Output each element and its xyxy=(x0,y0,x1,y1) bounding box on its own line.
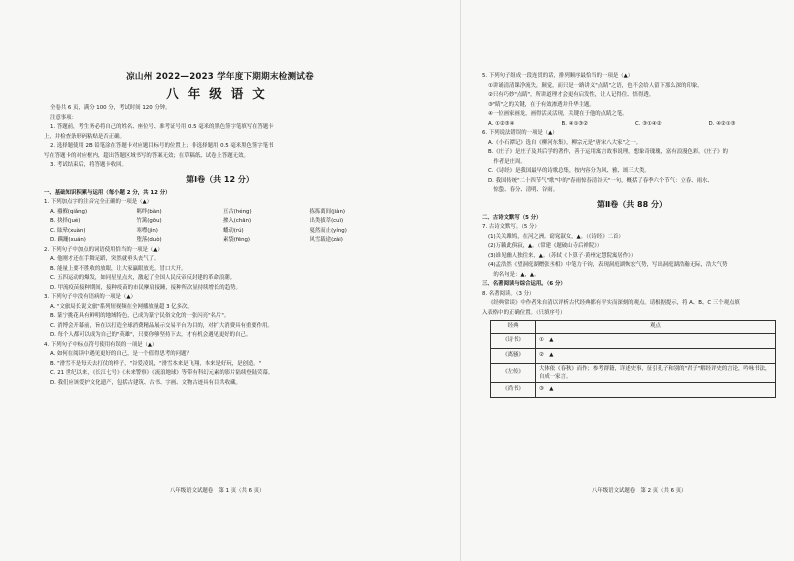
q3-option: A. "文旅局长说文旅"系列短视频在全网播放量超 3 亿多次。 xyxy=(50,303,193,310)
q1-option: A. 襁褓(qiǎng) xyxy=(50,208,88,215)
q1-row xyxy=(44,227,396,237)
page-fold xyxy=(460,0,461,561)
q1-option: 掺入(chān) xyxy=(223,218,252,224)
question-3: 3. 下列句子中没有语病的一项是（▲） xyxy=(44,294,136,300)
q1-option: 亘古(héng) xyxy=(223,208,252,215)
section-heading: 第Ⅰ卷（共 12 分） xyxy=(186,174,254,184)
q2-option: A. 他刚才还在手舞足蹈，突然就垂头丧气了。 xyxy=(50,256,160,262)
q4-option: C. 21 世纪以来，《长江七号》《未来警察》《流浪地球》等带有科幻元素的影片陆续登陆荧幕。 xyxy=(50,370,274,376)
q5-item: ④一位画家画龙，画得活灵活现，关键在于他的点睛之笔。 xyxy=(488,111,628,117)
q1-option: D. 蹒跚(xuán) xyxy=(50,237,86,243)
q5-option: C. ③①④② xyxy=(635,120,662,127)
section-heading: 第Ⅱ卷（共 88 分） xyxy=(597,199,667,209)
question-4: 4. 下列句子中标点符号使用有误的一项是（▲） xyxy=(44,341,158,348)
right-page-footer: 八年级语文试题卷 第 2 页（共 6 页） xyxy=(592,488,687,494)
q1-option: 素袋(fēng) xyxy=(223,237,251,243)
table-cell: 《尚书》 xyxy=(491,382,536,397)
q7-item: (2)万籁此俱寂，▲。（常建《题破山寺后禅院》） xyxy=(488,243,603,249)
question-6: 6. 下列说法错误的一项是（▲） xyxy=(482,130,558,136)
question-2: 2. 下列句子中加点的词语使用恰当的一项是（▲） xyxy=(44,246,163,253)
q3-option: C. 消博会开幕前，旨在以打造全球消费精品展示交易平台为目的，对扩大消费具有重要作用。 xyxy=(50,322,273,329)
notice-line: 写在答题卡的对应框内，超出答题区域书写的答案无效；在草稿纸、试卷上答题无效。 xyxy=(44,152,249,159)
question-7: 7. 古诗文默写。（5 分） xyxy=(482,224,540,230)
part-heading: 三、名著阅读与综合运用。（6 分） xyxy=(482,281,566,287)
q4-option: A. 如何在阅读中遇见更好的自己，是一个值得思考的问题？ xyxy=(50,351,192,357)
part-heading: 一、基础知识积累与运用（每小题 2 分，共 12 分） xyxy=(44,189,171,196)
q3-option: D. 每个人都可以成为自己的"英雄"，只要你够坚持下去，才有机会遇见更好的自己。 xyxy=(50,332,252,338)
right-page xyxy=(482,72,782,398)
table-row xyxy=(491,333,776,348)
q6-option: 作者是庄周。 xyxy=(488,158,526,165)
q6-option: B.《庄子》是庄子及其后学的著作，善于运用寓言故事说理，想象奇瑰瑰，富有浪漫色彩。《庄子》的 xyxy=(488,149,728,155)
q1-row xyxy=(44,217,396,227)
q1-option: C. 眩晕(xuàn) xyxy=(50,227,86,234)
notice-line: 3. 考试结束后，将答题卡收回。 xyxy=(50,162,127,168)
table-cell: 《左传》 xyxy=(491,363,536,382)
question-5: 5. 下列句子组成一段连贯的话，排列顺序最恰当的一项是（▲） xyxy=(482,73,634,79)
table-row xyxy=(491,382,776,397)
question-1: 1. 下列加点字的注音完全正确的一项是（▲） xyxy=(44,199,153,205)
part-heading: 二、古诗文默写（5 分） xyxy=(482,214,542,221)
q5-options xyxy=(482,120,782,130)
left-page-footer: 八年级语文试题卷 第 1 页（共 6 页） xyxy=(170,488,265,494)
q6-option: C.《诗经》是我国最早的诗歌总集，按内容分为风、雅、颂三大类。 xyxy=(488,168,650,174)
q8-desc: 《经典常谈》中作者朱自清以评析古代经典都有平实而深刻的观点。请根据提示，将 A、B、C 三个观点填 xyxy=(488,300,740,306)
notice-line: 1. 答题前，考生务必将自己的姓名、座位号、准考证号用 0.5 毫米的黑色签字笔填写在答题卡 xyxy=(50,124,274,130)
table-row xyxy=(491,348,776,363)
table-row xyxy=(491,363,776,382)
table-cell: 大体依《春秋》而作；参考群籍，详述史事，征引孔子和别的"君子"解经评史的言论，吟咏书法，自成一家言。 xyxy=(536,363,776,382)
table-header: 观点 xyxy=(536,321,776,334)
q4-option: B. "滑雪不是每天去打仗的样子，"谷爱凌说，"滑雪本来是飞翔，本来是好玩，是创造。" xyxy=(50,360,262,367)
q1-option: 堕落(duò) xyxy=(136,237,162,243)
q6-option: A.《小石潭记》选自《柳河东集》，柳宗元是"唐宋八大家"之一。 xyxy=(488,139,642,146)
q6-option: 惊蛰、春分、清明、谷雨。 xyxy=(488,187,559,193)
notice-line: 2. 选择题使用 2B 铅笔涂在答题卡对应题目标号的位置上；非选择题用 0.5 毫米黑色签字笔书 xyxy=(50,143,274,149)
notice-title: 注意事项： xyxy=(50,114,77,121)
left-page xyxy=(44,70,396,388)
table-cell: 《离骚》 xyxy=(491,348,536,363)
q2-option: B. 能量上要不胜收的放眼，让大家赢眼放光，冒口大开。 xyxy=(50,265,187,272)
question-8: 8. 名著阅读。（3 分） xyxy=(482,290,535,297)
q5-option: B. ④①③② xyxy=(561,120,588,127)
q5-option: A. ①②③④ xyxy=(488,120,515,127)
q7-item: (3)谁见幽人独往来，▲。（苏轼《卜算子·黄州定慧院寓居作》） xyxy=(488,252,637,259)
table-header: 经典 xyxy=(491,321,536,334)
exam-meta: 全卷共 6 页，满分 100 分，考试时间 120 分钟。 xyxy=(50,105,171,111)
q1-row xyxy=(44,208,396,218)
q7-item: 的名句是：▲，▲。 xyxy=(488,271,540,278)
q5-item: ③"睛"之的关键，在于有效渗透并升华主题。 xyxy=(488,101,595,108)
table-header-row xyxy=(491,321,776,334)
q1-option: 风雪载途(zài) xyxy=(309,237,343,243)
q1-option: 拣拣离间(jiàn) xyxy=(309,208,345,215)
q1-option: 蟠动(rú) xyxy=(223,227,244,234)
q2-option: D. 甲流疫苗接种期间，接种疫苗的市民摩肩接踵，接种所次显持续增长的趋势。 xyxy=(50,284,241,291)
q5-option: D. ④②①③ xyxy=(708,120,736,127)
q2-option: C. 五四运动的爆发，如同星星点火，激起了全国人民反帝反封建的革命浪潮。 xyxy=(50,275,236,281)
q7-item: (4)孟浩然《望洞庭湖赠张丞相》中笔力千钧，表现洞庭湖恢宏气势，写出洞庭湖浩瀚无际，浩大气势 xyxy=(488,262,728,268)
table-cell: 《诗书》 xyxy=(491,333,536,348)
q1-option: 戛然而止(yíng) xyxy=(309,227,347,234)
exam-title: 凉山州 2022—2023 学年度下期期末检测试卷 xyxy=(126,72,314,82)
q6-option: D. 我国传统"二十四节气"歌"中的"春雨惊春清谷天"一句，概括了春季六个节气：立春、雨水、 xyxy=(488,177,713,184)
q1-option: 出类拔萃(cuì) xyxy=(309,218,344,224)
q1-row xyxy=(44,236,396,246)
q1-option: 羁绊(bàn) xyxy=(136,208,162,215)
answer-cell[interactable]: ③ ▲ xyxy=(536,382,776,397)
answer-cell[interactable]: ② ▲ xyxy=(536,348,776,363)
q1-option: 竹篱(gōu) xyxy=(136,218,162,224)
q1-option: B. 抉择(jué) xyxy=(50,218,81,224)
q8-desc: 入表格中的正确位置。（只填序号） xyxy=(482,309,566,316)
q3-option: B. 篆宁挑花具有鲜明的地域特色，已成为篆宁民俗文化的一张闪亮"名片"。 xyxy=(50,313,230,319)
answer-cell[interactable]: ① ▲ xyxy=(536,333,776,348)
classics-table xyxy=(490,320,776,398)
q5-item: ②只有巧妙"点睛"，所讲道理才会更有启发性，让人记得住、悟得透。 xyxy=(488,92,655,98)
exam-subject: 八年级语文 xyxy=(166,86,274,101)
q7-item: (1)关关雎鸠，在河之洲。窈窕淑女，▲。（《诗经》二首） xyxy=(488,233,624,240)
q4-option: D. 我们应该爱护文化遗产，包括古建筑、古书、字画、文物古迹具有目共收藏。 xyxy=(50,379,241,386)
q5-item: ①讲诵清清课净流失，颠觉，而只是一路讲义"点睛"之语，也不会给人留下那么深的印象。 xyxy=(488,82,703,89)
notice-line: 上，并检查条形码粘贴是否正确。 xyxy=(44,133,125,140)
q1-option: 寒噤(jìn) xyxy=(136,227,158,234)
